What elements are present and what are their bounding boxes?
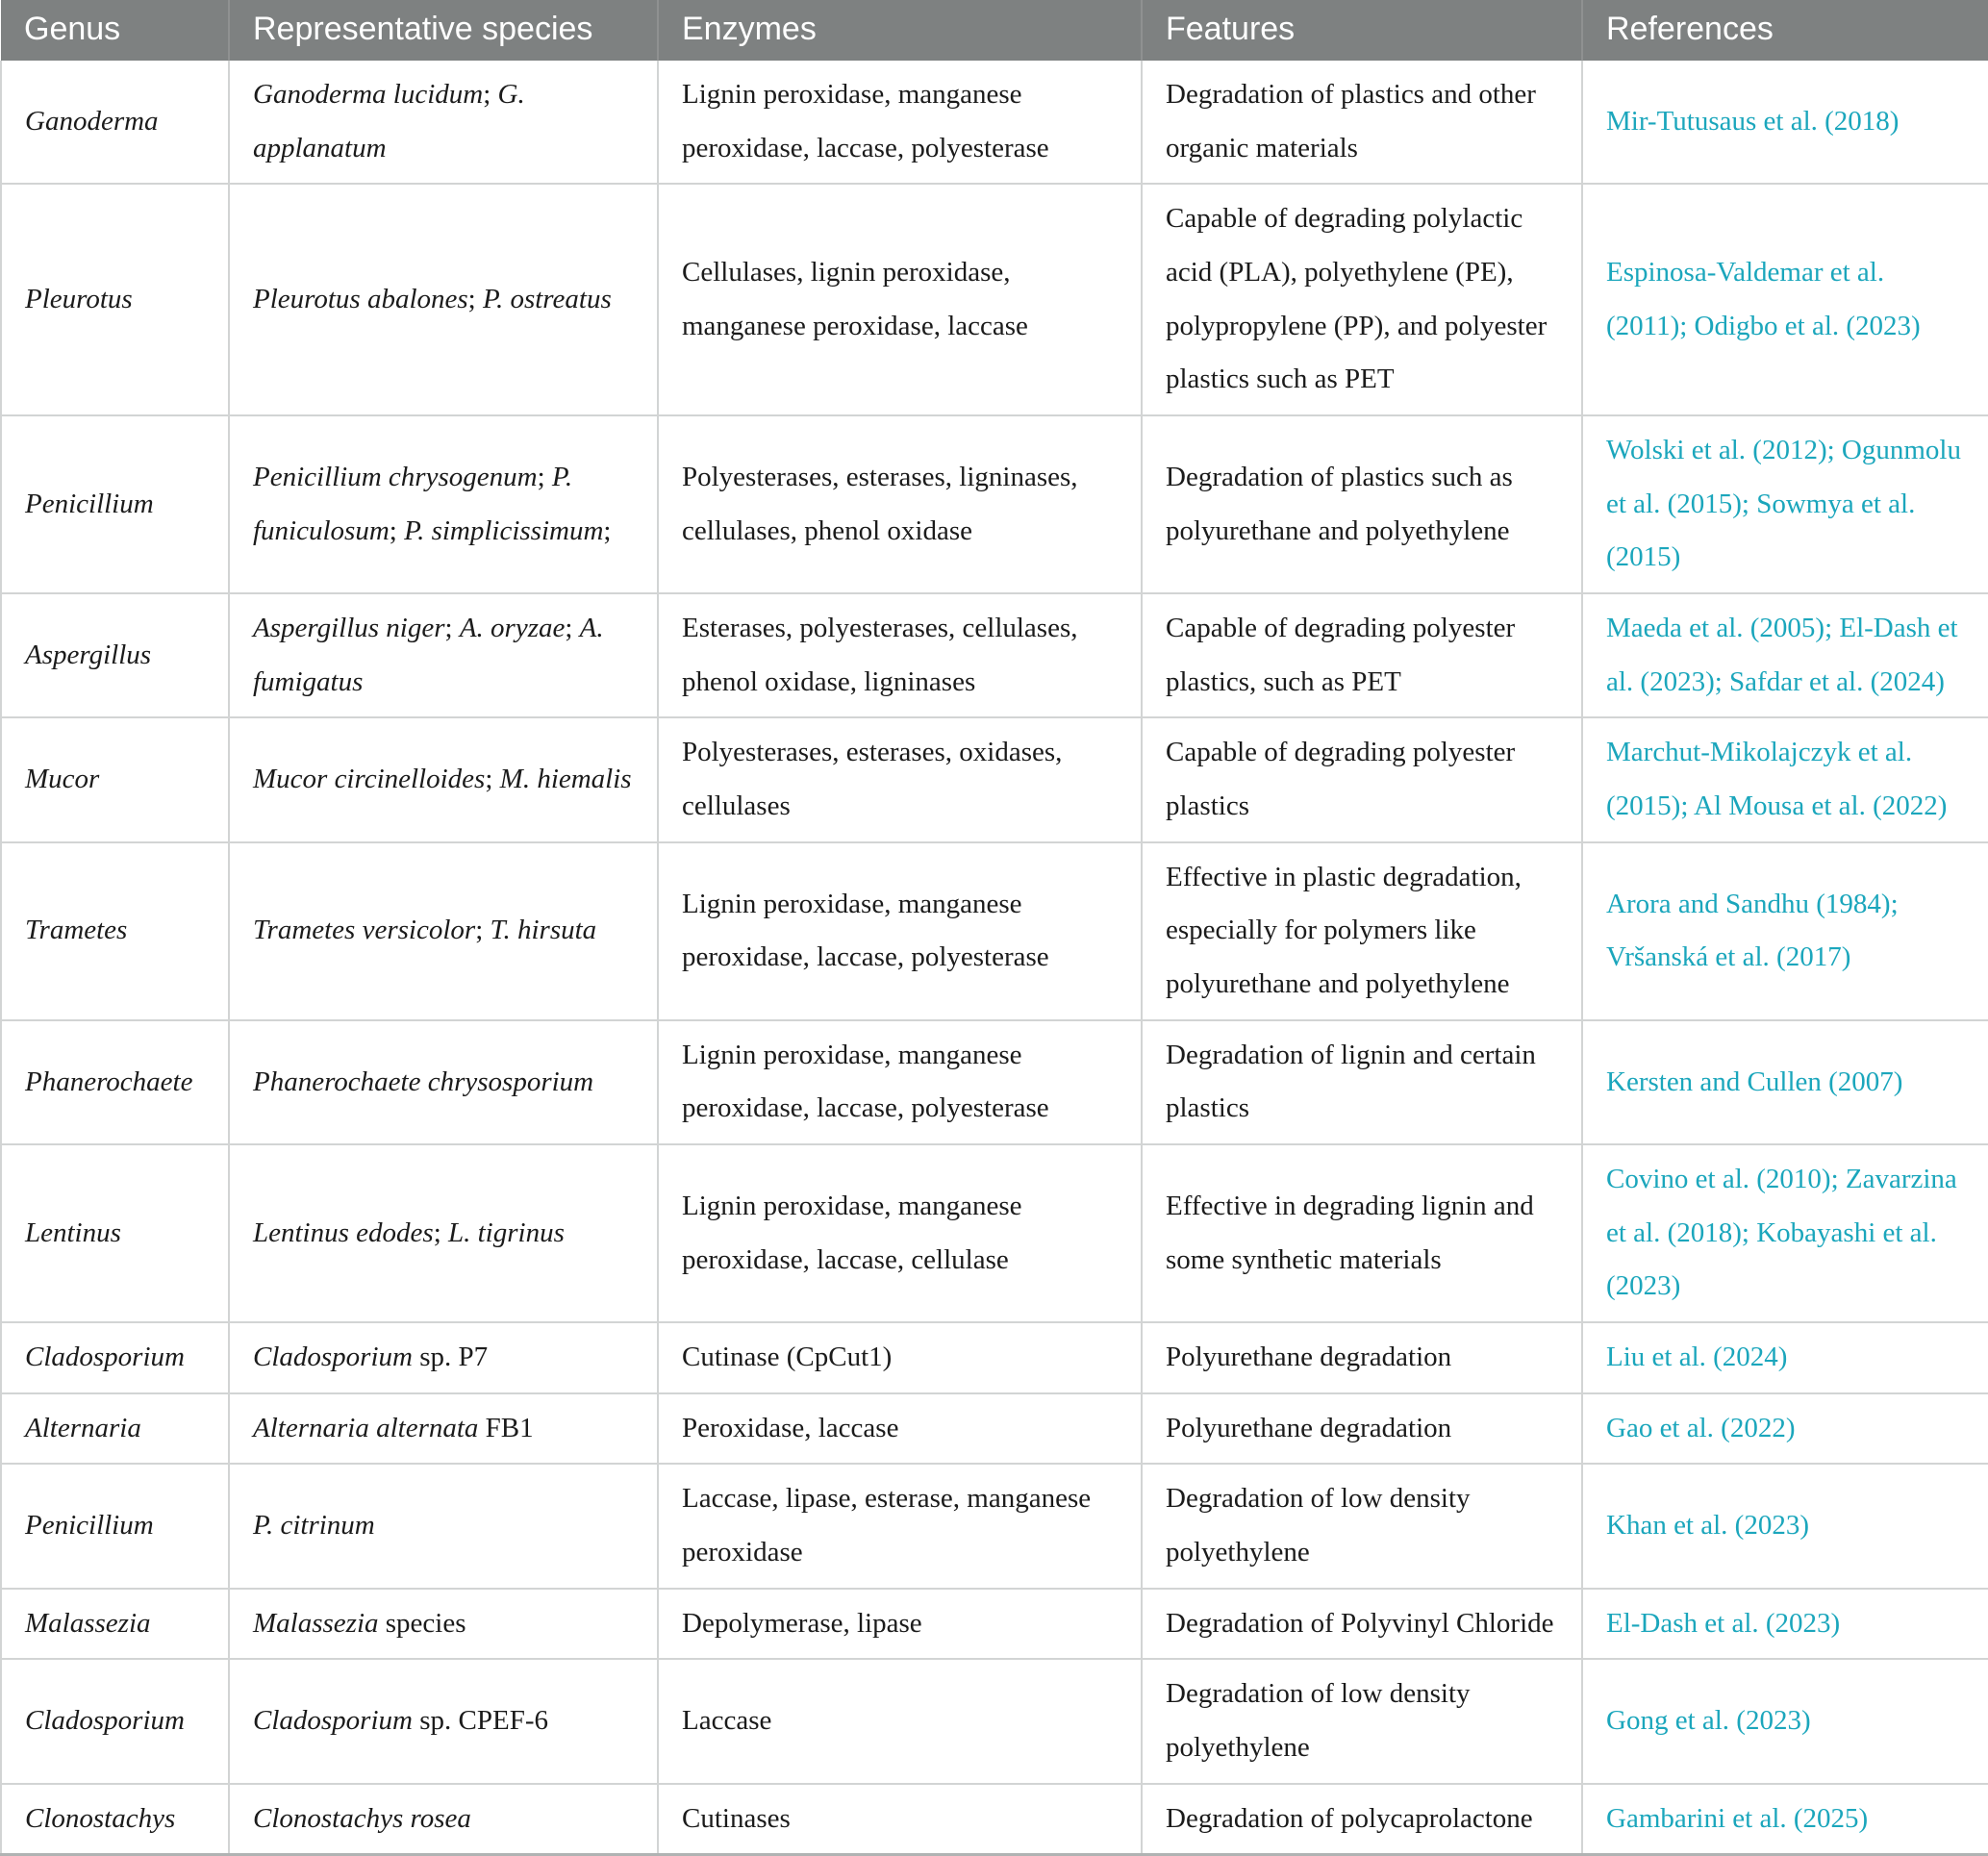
features-cell: Degradation of polycaprolactone xyxy=(1142,1784,1582,1855)
enzymes-cell: Laccase xyxy=(658,1659,1142,1783)
table-row xyxy=(1,1020,1988,1144)
reference-link[interactable]: Kersten and Cullen (2007) xyxy=(1606,1066,1903,1097)
table-row xyxy=(1,1784,1988,1855)
genus-cell: Alternaria xyxy=(1,1393,229,1465)
table-row xyxy=(1,842,1988,1020)
features-cell: Degradation of plastics such as polyurethane and polyethylene xyxy=(1142,415,1582,593)
features-cell: Degradation of low density polyethylene xyxy=(1142,1659,1582,1783)
enzymes-cell: Lignin peroxidase, manganese peroxidase, laccase, polyesterase xyxy=(658,842,1142,1020)
table-row xyxy=(1,1322,1988,1393)
reference-link[interactable]: Marchut-Mikolajczyk et al. (2015); Al Mousa et al. (2022) xyxy=(1606,737,1948,822)
genus-cell: Malassezia xyxy=(1,1589,229,1660)
references-cell xyxy=(1582,415,1988,593)
features-cell: Polyurethane degradation xyxy=(1142,1393,1582,1465)
table-row xyxy=(1,593,1988,717)
features-cell: Capable of degrading polyester plastics, such as PET xyxy=(1142,593,1582,717)
enzymes-cell: Esterases, polyesterases, cellulases, phenol oxidase, ligninases xyxy=(658,593,1142,717)
table-row xyxy=(1,1464,1988,1588)
column-header-genus: Genus xyxy=(1,0,229,61)
table-body xyxy=(1,61,1988,1855)
enzymes-cell: Laccase, lipase, esterase, manganese peroxidase xyxy=(658,1464,1142,1588)
features-cell: Degradation of lignin and certain plastics xyxy=(1142,1020,1582,1144)
column-header-species: Representative species xyxy=(229,0,658,61)
table-row xyxy=(1,717,1988,841)
column-header-features: Features xyxy=(1142,0,1582,61)
enzymes-cell: Lignin peroxidase, manganese peroxidase, laccase, polyesterase xyxy=(658,1020,1142,1144)
enzymes-cell: Peroxidase, laccase xyxy=(658,1393,1142,1465)
genus-cell: Clonostachys xyxy=(1,1784,229,1855)
table-row xyxy=(1,61,1988,184)
genus-cell: Cladosporium xyxy=(1,1659,229,1783)
species-cell: Trametes versicolor; T. hirsuta xyxy=(229,842,658,1020)
reference-link[interactable]: Arora and Sandhu (1984); Vršanská et al. (2017) xyxy=(1606,888,1899,973)
species-cell: Pleurotus abalones; P. ostreatus xyxy=(229,184,658,415)
species-cell: Cladosporium sp. P7 xyxy=(229,1322,658,1393)
reference-link[interactable]: Wolski et al. (2012); Ogunmolu et al. (2015); Sowmya et al. (2015) xyxy=(1606,435,1961,573)
reference-link[interactable]: Espinosa-Valdemar et al. (2011); Odigbo et al. (2023) xyxy=(1606,257,1921,341)
species-cell: Cladosporium sp. CPEF-6 xyxy=(229,1659,658,1783)
references-cell xyxy=(1582,1784,1988,1855)
genus-cell: Phanerochaete xyxy=(1,1020,229,1144)
genus-cell: Aspergillus xyxy=(1,593,229,717)
references-cell xyxy=(1582,1659,1988,1783)
reference-link[interactable]: Covino et al. (2010); Zavarzina et al. (2018); Kobayashi et al. (2023) xyxy=(1606,1164,1957,1302)
table-row xyxy=(1,1393,1988,1465)
enzymes-cell: Depolymerase, lipase xyxy=(658,1589,1142,1660)
species-cell: Ganoderma lucidum; G. applanatum xyxy=(229,61,658,184)
references-cell xyxy=(1582,1144,1988,1322)
genus-cell: Cladosporium xyxy=(1,1322,229,1393)
reference-link[interactable]: El-Dash et al. (2023) xyxy=(1606,1607,1841,1639)
species-cell: Alternaria alternata FB1 xyxy=(229,1393,658,1465)
enzymes-cell: Polyesterases, esterases, ligninases, cellulases, phenol oxidase xyxy=(658,415,1142,593)
references-cell xyxy=(1582,1589,1988,1660)
reference-link[interactable]: Mir-Tutusaus et al. (2018) xyxy=(1606,105,1900,137)
species-cell: Mucor circinelloides; M. hiemalis xyxy=(229,717,658,841)
enzymes-cell: Cutinases xyxy=(658,1784,1142,1855)
species-cell: Clonostachys rosea xyxy=(229,1784,658,1855)
genus-cell: Pleurotus xyxy=(1,184,229,415)
table-header xyxy=(1,0,1988,61)
genus-cell: Mucor xyxy=(1,717,229,841)
references-cell xyxy=(1582,842,1988,1020)
reference-link[interactable]: Liu et al. (2024) xyxy=(1606,1342,1788,1373)
enzymes-cell: Cellulases, lignin peroxidase, manganese peroxidase, laccase xyxy=(658,184,1142,415)
references-cell xyxy=(1582,1464,1988,1588)
features-cell: Capable of degrading polyester plastics xyxy=(1142,717,1582,841)
species-cell: Lentinus edodes; L. tigrinus xyxy=(229,1144,658,1322)
species-cell: Malassezia species xyxy=(229,1589,658,1660)
enzymes-cell: Lignin peroxidase, manganese peroxidase, laccase, polyesterase xyxy=(658,61,1142,184)
features-cell: Capable of degrading polylactic acid (PLA), polyethylene (PE), polypropylene (PP), and polyester plastics such as PET xyxy=(1142,184,1582,415)
species-cell: Phanerochaete chrysosporium xyxy=(229,1020,658,1144)
features-cell: Polyurethane degradation xyxy=(1142,1322,1582,1393)
reference-link[interactable]: Gao et al. (2022) xyxy=(1606,1412,1796,1443)
genus-cell: Trametes xyxy=(1,842,229,1020)
enzymes-cell: Polyesterases, esterases, oxidases, cellulases xyxy=(658,717,1142,841)
reference-link[interactable]: Gambarini et al. (2025) xyxy=(1606,1802,1869,1834)
references-cell xyxy=(1582,1020,1988,1144)
species-cell: Aspergillus niger; A. oryzae; A. fumigatus xyxy=(229,593,658,717)
references-cell xyxy=(1582,184,1988,415)
species-cell: P. citrinum xyxy=(229,1464,658,1588)
genus-cell: Lentinus xyxy=(1,1144,229,1322)
column-header-references: References xyxy=(1582,0,1988,61)
table-row xyxy=(1,184,1988,415)
genus-cell: Penicillium xyxy=(1,1464,229,1588)
genus-cell: Ganoderma xyxy=(1,61,229,184)
genus-cell: Penicillium xyxy=(1,415,229,593)
reference-link[interactable]: Maeda et al. (2005); El-Dash et al. (2023); Safdar et al. (2024) xyxy=(1606,613,1958,697)
features-cell: Effective in plastic degradation, especially for polymers like polyurethane and polyethylene xyxy=(1142,842,1582,1020)
features-cell: Effective in degrading lignin and some synthetic materials xyxy=(1142,1144,1582,1322)
table-row xyxy=(1,415,1988,593)
features-cell: Degradation of plastics and other organic materials xyxy=(1142,61,1582,184)
header-row xyxy=(1,0,1988,61)
references-cell xyxy=(1582,61,1988,184)
enzymes-cell: Cutinase (CpCut1) xyxy=(658,1322,1142,1393)
features-cell: Degradation of low density polyethylene xyxy=(1142,1464,1582,1588)
table-row xyxy=(1,1659,1988,1783)
references-cell xyxy=(1582,593,1988,717)
references-cell xyxy=(1582,717,1988,841)
enzymes-cell: Lignin peroxidase, manganese peroxidase, laccase, cellulase xyxy=(658,1144,1142,1322)
column-header-enzymes: Enzymes xyxy=(658,0,1142,61)
references-cell xyxy=(1582,1322,1988,1393)
references-cell xyxy=(1582,1393,1988,1465)
table-row xyxy=(1,1144,1988,1322)
reference-link[interactable]: Khan et al. (2023) xyxy=(1606,1510,1809,1542)
table-row xyxy=(1,1589,1988,1660)
species-cell: Penicillium chrysogenum; P. funiculosum; P. simplicissimum; xyxy=(229,415,658,593)
reference-link[interactable]: Gong et al. (2023) xyxy=(1606,1705,1811,1737)
features-cell: Degradation of Polyvinyl Chloride xyxy=(1142,1589,1582,1660)
